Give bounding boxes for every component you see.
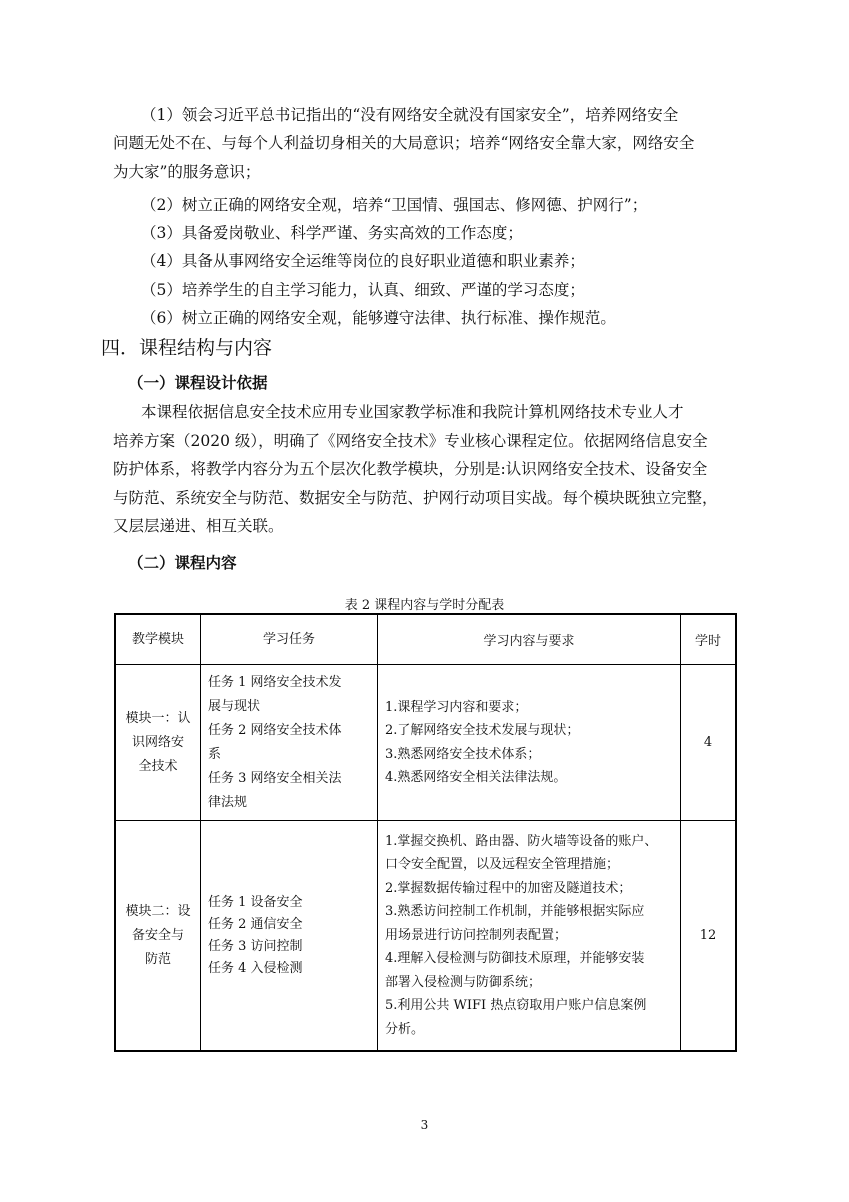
module-line: 模块二：设 bbox=[125, 903, 191, 919]
text-line: 培养方案（2020 级），明确了《网络安全技术》专业核心课程定位。依据网络信息安全 bbox=[113, 432, 708, 450]
content-line: 口令安全配置，以及远程安全管理措施； bbox=[385, 857, 620, 873]
module-cell bbox=[115, 821, 201, 1052]
hours-cell: 4 bbox=[681, 665, 737, 821]
module-line: 全技术 bbox=[138, 758, 178, 774]
text-line: 防护体系，将教学内容分为五个层次化教学模块，分别是:认识网络安全技术、设备安全 bbox=[113, 460, 708, 478]
table-caption: 表 2 课程内容与学时分配表 bbox=[344, 598, 505, 613]
task-cell bbox=[201, 821, 378, 1052]
content-line: 2.了解网络安全技术发展与现状； bbox=[385, 723, 580, 738]
page-number: 3 bbox=[420, 1118, 429, 1132]
header-content: 学习内容与要求 bbox=[378, 614, 681, 665]
goal-item-2: （2）树立正确的网络安全观，培养“卫国情、强国志、修网德、护网行”； bbox=[141, 196, 648, 214]
task-line: 展与现状 bbox=[208, 698, 261, 714]
goal-item-5: （5）培养学生的自主学习能力，认真、细致、严谨的学习态度； bbox=[141, 281, 585, 299]
content-line: 部署入侵检测与防御系统； bbox=[385, 974, 542, 990]
content-line: 5.利用公共 WIFI 热点窃取用户账户信息案例 bbox=[385, 998, 647, 1014]
task-line: 任务 3 网络安全相关法 bbox=[208, 770, 342, 786]
table-row bbox=[115, 665, 736, 821]
content-line: 3.熟悉访问控制工作机制，并能够根据实际应 bbox=[385, 904, 645, 920]
task-line: 任务 2 网络安全技术体 bbox=[208, 722, 342, 738]
header-hours: 学时 bbox=[681, 614, 737, 665]
task-line: 律法规 bbox=[208, 794, 248, 810]
table-header-row bbox=[115, 614, 736, 665]
content-cell bbox=[378, 665, 681, 821]
content-cell bbox=[378, 821, 681, 1052]
task-line: 任务 2 通信安全 bbox=[208, 916, 303, 932]
content-line: 3.熟悉网络安全技术体系； bbox=[385, 746, 541, 762]
text-line: 为大家”的服务意识； bbox=[113, 163, 261, 181]
task-line: 系 bbox=[208, 746, 222, 762]
content-line: 4.理解入侵检测与防御技术原理，并能够安装 bbox=[385, 951, 645, 967]
module-line: 识网络安 bbox=[131, 734, 184, 750]
module-line: 防范 bbox=[144, 951, 171, 967]
module-line: 备安全与 bbox=[131, 927, 184, 943]
goal-item-3: （3）具备爱岗敬业、科学严谨、务实高效的工作态度； bbox=[141, 224, 523, 242]
section-heading: 四．课程结构与内容 bbox=[101, 337, 273, 359]
content-line: 分析。 bbox=[385, 1021, 425, 1037]
subsection-heading-1: （一）课程设计依据 bbox=[128, 374, 268, 392]
module-line: 模块一：认 bbox=[125, 710, 191, 726]
hours-cell: 12 bbox=[681, 821, 737, 1052]
text-line: （1）领会习近平总书记指出的“没有网络安全就没有国家安全”，培养网络安全 bbox=[141, 106, 679, 124]
content-line: 1.课程学习内容和要求； bbox=[385, 699, 528, 715]
task-cell bbox=[201, 665, 378, 821]
task-line: 任务 3 访问控制 bbox=[208, 938, 303, 954]
text-line: 问题无处不在、与每个人利益切身相关的大局意识；培养“网络安全靠大家，网络安全 bbox=[113, 134, 695, 152]
subsection-heading-2: （二）课程内容 bbox=[128, 554, 237, 572]
table-row bbox=[115, 821, 736, 1052]
course-content-table bbox=[114, 613, 737, 1052]
content-line: 4.熟悉网络安全相关法律法规。 bbox=[385, 770, 567, 785]
goal-item-4: （4）具备从事网络安全运维等岗位的良好职业道德和职业素养； bbox=[141, 252, 585, 270]
content-line: 1.掌握交换机、路由器、防火墙等设备的账户、 bbox=[385, 833, 658, 849]
task-line: 任务 1 网络安全技术发 bbox=[208, 674, 342, 690]
header-module: 教学模块 bbox=[115, 614, 201, 665]
task-line: 任务 1 设备安全 bbox=[208, 894, 303, 910]
goal-item-6: （6）树立正确的网络安全观，能够遵守法律、执行标准、操作规范。 bbox=[141, 309, 616, 327]
text-line: 与防范、系统安全与防范、数据安全与防范、护网行动项目实战。每个模块既独立完整， bbox=[113, 489, 718, 507]
task-line: 任务 4 入侵检测 bbox=[208, 960, 303, 976]
content-line: 用场景进行访问控制列表配置； bbox=[385, 927, 568, 943]
module-cell bbox=[115, 665, 201, 821]
content-line: 2.掌握数据传输过程中的加密及隧道技术； bbox=[385, 880, 632, 896]
text-line: 本课程依据信息安全技术应用专业国家教学标准和我院计算机网络技术专业人才 bbox=[141, 403, 684, 421]
text-line: 又层层递进、相互关联。 bbox=[113, 517, 284, 535]
header-task: 学习任务 bbox=[201, 614, 378, 665]
